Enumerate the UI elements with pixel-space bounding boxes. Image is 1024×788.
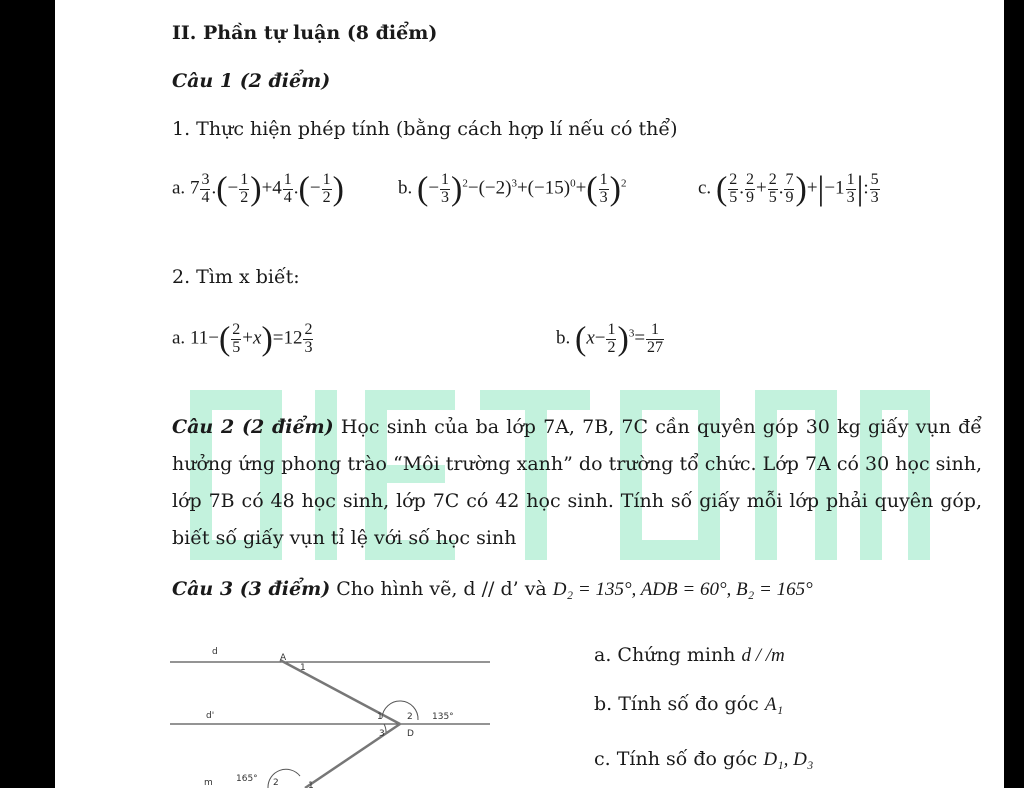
- question-3-title: Câu 3 (3 điểm): [172, 578, 331, 600]
- q1-part2-instruction: 2. Tìm x biết:: [172, 266, 300, 288]
- label-A: A: [280, 653, 287, 663]
- q1-a-label: a.: [172, 177, 186, 199]
- question-2-title: Câu 2 (2 điểm): [172, 416, 334, 438]
- label-angle-D1: 1: [377, 712, 383, 722]
- q3-part-c-text: c. Tính số đo góc: [594, 748, 758, 770]
- label-angle-B1: 1: [308, 781, 314, 788]
- label-D: D: [407, 729, 414, 739]
- q3-part-a-text: a. Chứng minh: [594, 644, 736, 666]
- find-x-equation-b: b. (x− $\frac{1}{2}$ )$^3$= $\frac{1}{27}$: [556, 320, 664, 358]
- question-2-paragraph: [172, 409, 982, 557]
- find-x-equation-a: a. 11−( $\frac{2}{5}$ +x)=12 $\frac{2}{3}$: [172, 320, 313, 358]
- label-angle-D2: 2: [407, 712, 413, 722]
- q3-part-a: [594, 644, 785, 668]
- section-title: II. Phần tự luận (8 điểm): [172, 22, 438, 44]
- question-1-title: Câu 1 (2 điểm): [172, 70, 331, 92]
- label-angle-B2: 2: [273, 778, 279, 788]
- label-angle-A1: 1: [300, 663, 306, 673]
- q1-part1-instruction: 1. Thực hiện phép tính (bằng cách hợp lí nếu có thể): [172, 118, 678, 140]
- geometry-diagram: [170, 640, 500, 788]
- q3-part-c: [594, 748, 813, 772]
- q1-b-label: b.: [398, 177, 413, 199]
- q1-c-label: c.: [698, 177, 712, 199]
- q3-part-c-math: D₁, D₃: [763, 749, 814, 770]
- q1-expression-c: c. ( $\frac{2}{5}$ . $\frac{2}{9}$ + $\frac{2}{5}$ . $\frac{7}{9}$ )+|−1 $\frac{1}{3}$ |: $\frac{5}{3}$: [698, 170, 879, 208]
- label-165-degrees: 165°: [236, 774, 258, 784]
- q3-part-b: [594, 693, 783, 717]
- label-m: m: [204, 778, 213, 788]
- q3-part-b-text: b. Tính số đo góc: [594, 693, 759, 715]
- question-3-line: [172, 578, 813, 602]
- label-angle-D3: 3: [379, 729, 385, 739]
- q3-part-b-math: A₁: [764, 694, 784, 715]
- question-2-text: Học sinh của ba lớp 7A, 7B, 7C cần quyên góp 30 kg giấy vụn để hưởng ứng phong trào “Môi trường xanh” do trường tổ chức. Lớp 7A có 30 học sinh, lớp 7B có 48 học sinh, lớp 7C có 42 học sinh. Tính số giấy mỗi lớp phải quyên góp, biết số giấy vụn tỉ lệ với số học sinh: [172, 416, 982, 549]
- label-d: d: [212, 647, 218, 657]
- right-page-margin: [1004, 0, 1024, 788]
- label-135-degrees: 135°: [432, 712, 454, 722]
- find-a-label: a.: [172, 327, 186, 349]
- q1-expression-a: a. 7 $\frac{3}{4}$ .(− $\frac{1}{2}$ )+4 $\frac{1}{4}$ .(− $\frac{1}{2}$ ): [172, 170, 344, 208]
- left-page-margin: [0, 0, 55, 788]
- question-3-conditions: D₂ = 135°, ADB = 60°, B₂ = 165°: [552, 579, 813, 600]
- find-b-label: b.: [556, 327, 571, 349]
- label-d-prime: d': [206, 711, 215, 721]
- q3-part-a-math: d / /m: [741, 645, 785, 666]
- q1-expression-b: b. (− $\frac{1}{3}$ )$^2-(-2)^3+(-15)^0+$( $\frac{1}{3}$ )$^2$: [398, 170, 627, 208]
- segment-DB: [305, 724, 400, 788]
- question-3-text: Cho hình vẽ, d // d’ và: [336, 578, 547, 600]
